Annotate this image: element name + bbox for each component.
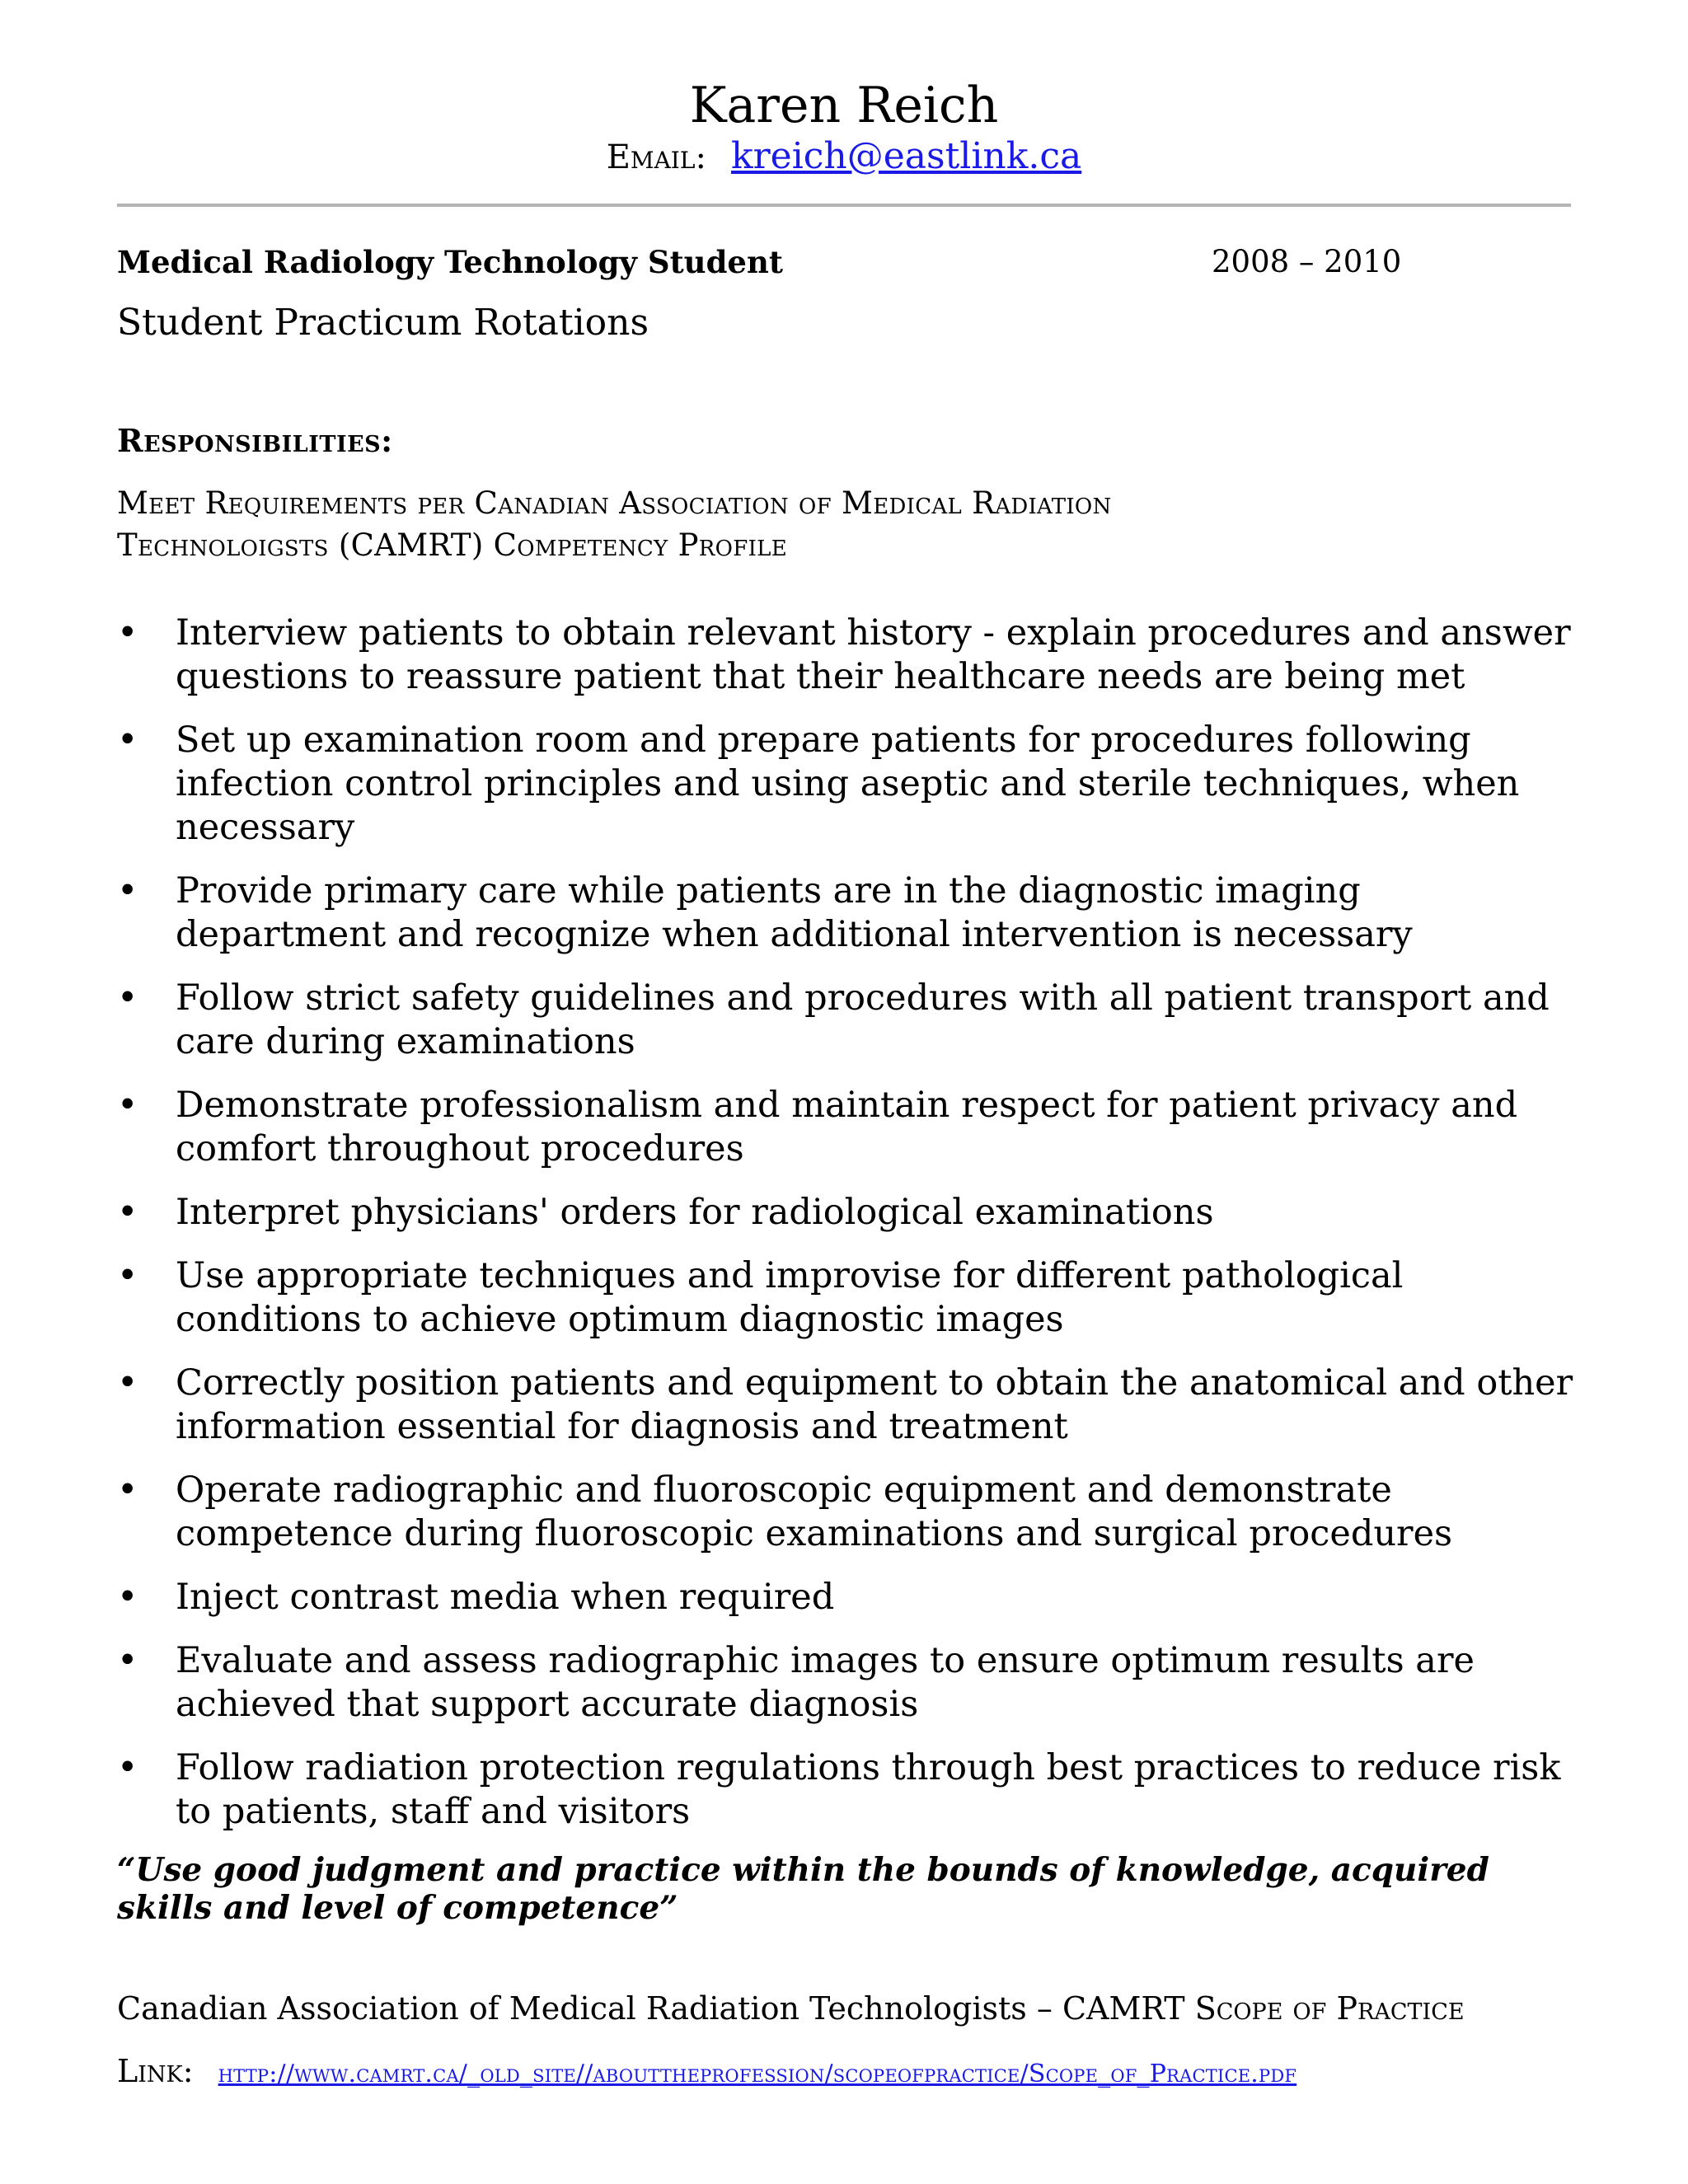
- position-title: Medical Radiology Technology Student: [117, 244, 783, 280]
- quote-source-text: Canadian Association of Medical Radiation Technologists – CAMRT: [117, 1990, 1195, 2027]
- list-item-text: Follow radiation protection regulations through best practices to reduce risk to patients, staff and visitors: [176, 1747, 1561, 1832]
- list-item: [117, 1361, 1576, 1449]
- bullet-icon: •: [117, 977, 138, 1019]
- list-item: [117, 977, 1576, 1064]
- scope-of-practice-link[interactable]: http://www.camrt.ca/_old_site//abouttheprofession/scopeofpractice/Scope_of_Practice.pdf: [218, 2060, 1297, 2088]
- list-item: [117, 1084, 1576, 1171]
- list-item: [117, 869, 1576, 957]
- reference-link-line: [117, 2050, 1296, 2095]
- bullet-icon: •: [117, 1469, 138, 1511]
- email-link[interactable]: kreich@eastlink.ca: [730, 135, 1082, 177]
- list-item-text: Follow strict safety guidelines and procedures with all patient transport and care during examinations: [176, 977, 1550, 1062]
- bullet-icon: •: [117, 1747, 138, 1788]
- list-item-text: Correctly position patients and equipment to obtain the anatomical and other information essential for diagnosis and treatment: [176, 1362, 1573, 1447]
- bullet-icon: •: [117, 719, 138, 761]
- list-item: [117, 1746, 1576, 1834]
- bullet-icon: •: [117, 1577, 138, 1618]
- requirements-statement: [117, 482, 1518, 566]
- list-item-text: Interpret physicians' orders for radiological examinations: [176, 1192, 1214, 1233]
- list-item-text: Demonstrate professionalism and maintain respect for patient privacy and comfort throughout procedures: [176, 1085, 1518, 1169]
- list-item: [117, 1576, 1576, 1619]
- email-label: Email:: [606, 138, 706, 176]
- scope-quote: “Use good judgment and practice within the bounds of knowledge, acquired skills and level of competence”: [117, 1851, 1489, 1927]
- list-item-text: Provide primary care while patients are in the diagnostic imaging department and recognize when additional intervention is necessary: [176, 870, 1413, 955]
- list-item-text: Interview patients to obtain relevant history - explain procedures and answer questions to reassure patient that their healthcare needs are being met: [176, 612, 1571, 697]
- position-subtitle: Student Practicum Rotations: [117, 302, 649, 344]
- list-item-text: Operate radiographic and fluoroscopic equipment and demonstrate competence during fluoroscopic examinations and surgical procedures: [176, 1469, 1453, 1554]
- requirements-line-2: Technoloigsts (CAMRT) Competency Profile: [117, 527, 788, 563]
- link-label: Link:: [117, 2053, 194, 2089]
- list-item-text: Use appropriate techniques and improvise for different pathological conditions to achieve optimum diagnostic images: [176, 1255, 1404, 1340]
- bullet-icon: •: [117, 612, 138, 654]
- quote-source: [117, 1988, 1465, 2029]
- bullet-icon: •: [117, 1640, 138, 1681]
- list-item: [117, 719, 1576, 850]
- bullet-icon: •: [117, 870, 138, 912]
- header-divider: [117, 204, 1571, 207]
- list-item-text: Inject contrast media when required: [176, 1577, 835, 1618]
- responsibilities-list: [117, 612, 1576, 1854]
- position-dates: 2008 – 2010: [1212, 244, 1402, 279]
- candidate-name: Karen Reich: [689, 77, 999, 134]
- list-item: [117, 1191, 1576, 1235]
- list-item: [117, 1639, 1576, 1727]
- list-item: [117, 1254, 1576, 1342]
- list-item: [117, 1469, 1576, 1556]
- quote-source-smallcaps: Scope of Practice: [1194, 1990, 1465, 2027]
- bullet-icon: •: [117, 1192, 138, 1233]
- list-item-text: Set up examination room and prepare patients for procedures following infection control principles and using aseptic and sterile techniques, when necessary: [176, 719, 1520, 848]
- requirements-line-1: Meet Requirements per Canadian Association of Medical Radiation: [117, 485, 1112, 521]
- list-item-text: Evaluate and assess radiographic images to ensure optimum results are achieved that support accurate diagnosis: [176, 1640, 1475, 1725]
- list-item: [117, 612, 1576, 699]
- bullet-icon: •: [117, 1362, 138, 1404]
- bullet-icon: •: [117, 1255, 138, 1296]
- email-line: [0, 134, 1688, 180]
- bullet-icon: •: [117, 1085, 138, 1126]
- responsibilities-heading: Responsibilities:: [117, 422, 393, 459]
